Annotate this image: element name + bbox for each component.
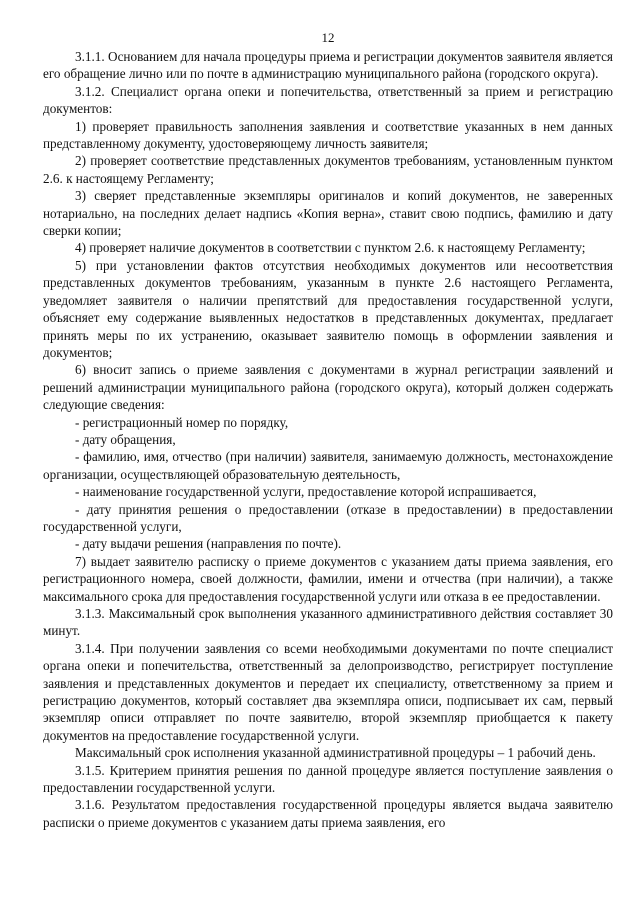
paragraph-3-1-4: 3.1.4. При получении заявления со всеми необходимыми документами по почте специалист органа опеки и попечительства, ответственный за делопроизводство, регистрирует поступление заявления и представленных документов и передает их специалисту, ответственному за прием и регистрацию документов, который составляет два экземпляра описи, подписывает их сам, первый экземпляр описи отправляет по почте заявителю, второй экземпляр приобщается к пакету документов на предоставление государственной услуги.	[43, 640, 613, 743]
journal-field-name: - фамилию, имя, отчество (при наличии) заявителя, занимаемую должность, местонахождение организации, осуществляющей образовательную деятельность,	[43, 449, 613, 482]
journal-field-date: - дату обращения,	[75, 431, 176, 447]
page-number: 12	[321, 30, 335, 45]
paragraph-3-1-3: 3.1.3. Максимальный срок выполнения указанного административного действия составляет 30 минут.	[43, 606, 613, 639]
document-body	[43, 48, 613, 831]
journal-field-service-name: - наименование государственной услуги, предоставление которой испрашивается,	[75, 484, 537, 500]
list-item-5: 5) при установлении фактов отсутствия необходимых документов или несоответствия представленных документов требованиям, указанным в пункте 2.6 настоящего Регламента, уведомляет заявителя о наличии препятствий для предоставления государственной услуги, объясняет ему содержание выявленных недостатков в представленных документах, предлагает принять меры по их устранению, оказывает заявителю помощь в оформлении заявления и документов;	[43, 257, 613, 360]
list-item-7: 7) выдает заявителю расписку о приеме документов с указанием даты приема заявления, его регистрационного номера, своей должности, фамилии, имени и отчества (при наличии), а также максимального срока для предоставления государственной услуги или отказа в ее предоставлении.	[43, 553, 613, 604]
journal-field-decision-date: - дату принятия решения о предоставлении (отказе в предоставлении) в предоставлении государственной услуги,	[43, 501, 613, 534]
list-item-6: 6) вносит запись о приеме заявления с документами в журнал регистрации заявлений и решений администрации муниципального района (городского округа), который должен содержать следующие сведения:	[43, 362, 613, 413]
paragraph-3-1-1: 3.1.1. Основанием для начала процедуры приема и регистрации документов заявителя является его обращение лично или по почте в администрацию муниципального района (городского округа).	[43, 49, 613, 82]
max-term-paragraph: Максимальный срок исполнения указанной административной процедуры – 1 рабочий день.	[75, 745, 596, 761]
journal-field-registration-number: - регистрационный номер по порядку,	[75, 414, 289, 430]
paragraph-3-1-6: 3.1.6. Результатом предоставления государственной процедуры является выдача заявителю расписки о приеме документов с указанием даты приема заявления, его	[43, 797, 613, 830]
list-item-1: 1) проверяет правильность заполнения заявления и соответствие указанных в нем данных представленному документу, удостоверяющему личность заявителя;	[43, 118, 613, 152]
list-item-3: 3) сверяет представленные экземпляры оригиналов и копий документов, не заверенных нотариально, на последних делает надпись «Копия верна», ставит свою подпись, фамилию и дату сверки копии;	[43, 188, 613, 239]
paragraph-3-1-2: 3.1.2. Специалист органа опеки и попечительства, ответственный за прием и регистрацию документов:	[43, 83, 613, 117]
list-item-4: 4) проверяет наличие документов в соответствии с пунктом 2.6. к настоящему Регламенту;	[75, 240, 586, 256]
paragraph-3-1-5: 3.1.5. Критерием принятия решения по данной процедуре является поступление заявления о предоставлении государственной услуги.	[43, 762, 613, 796]
list-item-2: 2) проверяет соответствие представленных документов требованиям, установленным пунктом 2.6. к настоящему Регламенту;	[43, 153, 613, 186]
journal-field-issue-date: - дату выдачи решения (направления по почте).	[75, 536, 342, 552]
